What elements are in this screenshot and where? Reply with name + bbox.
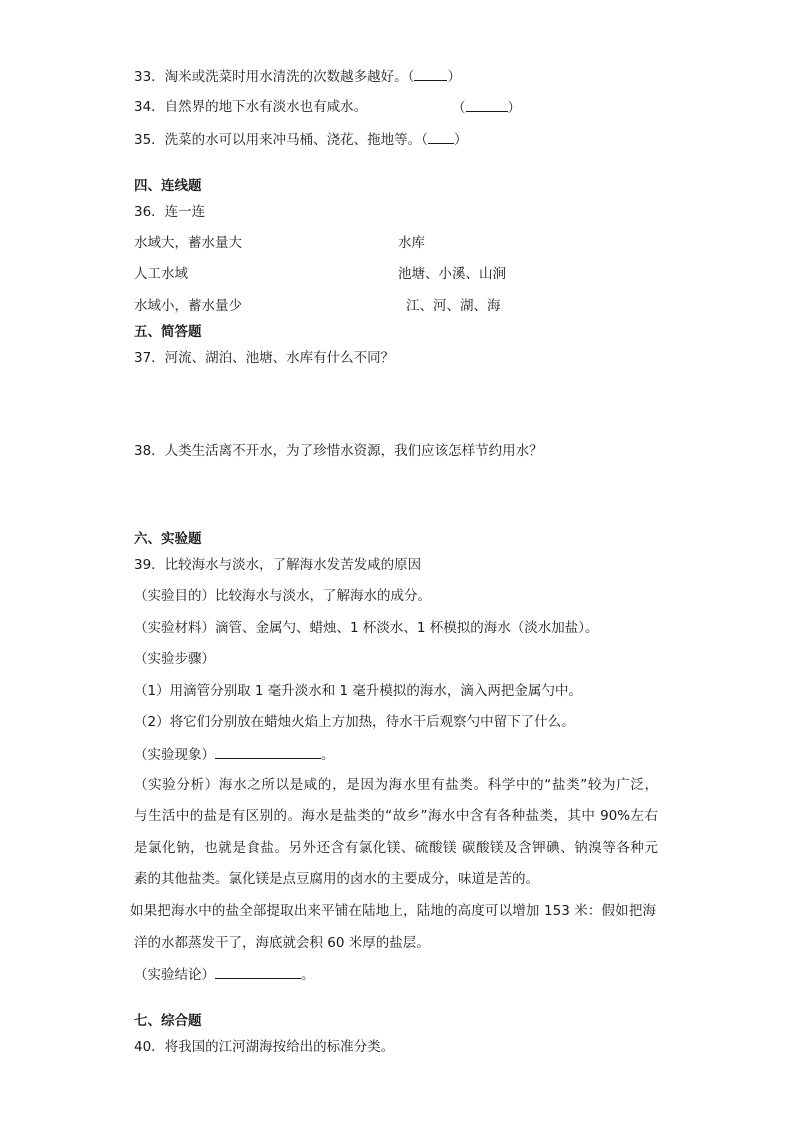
section-5-heading: 五、简答题: [134, 324, 202, 340]
question-33-text: 33．淘米或洗菜时用水清洗的次数越多越好。（: [134, 69, 415, 85]
question-39-title: 39．比较海水与淡水，了解海水发苦发咸的原因: [134, 557, 422, 573]
question-34-open: （: [452, 100, 466, 116]
question-34: [134, 98, 367, 116]
experiment-step-1: （1）用滴管分别取 1 毫升淡水和 1 毫升模拟的海水，滴入两把金属勺中。: [134, 683, 582, 699]
section-4-heading: 四、连线题: [134, 178, 202, 194]
question-38: 38．人类生活离不开水，为了珍惜水资源，我们应该怎样节约用水？: [134, 443, 543, 459]
matching-right-3[interactable]: 江、河、湖、海: [406, 298, 501, 314]
conclusion-answer-blank[interactable]: [215, 965, 301, 979]
experiment-steps-label: （实验步骤）: [134, 651, 215, 667]
question-37: 37．河流、湖泊、池塘、水库有什么不同？: [134, 350, 395, 366]
experiment-step-2: （2）将它们分别放在蜡烛火焰上方加热，待水干后观察勺中留下了什么。: [134, 714, 575, 730]
phenomenon-answer-blank[interactable]: [215, 745, 321, 759]
question-34-text: 34．自然界的地下水有淡水也有咸水。: [134, 99, 368, 115]
matching-left-1[interactable]: 水域大，蓄水量大: [134, 235, 242, 251]
question-35-text: 35．洗菜的水可以用来冲马桶、浇花、拖地等。（: [134, 132, 428, 148]
question-33-close: ）: [447, 69, 461, 85]
analysis-line-4: 素的其他盐类。氯化镁是点豆腐用的卤水的主要成分，味道是苦的。: [134, 871, 539, 887]
question-40: 40．将我国的江河湖海按给出的标准分类。: [134, 1039, 395, 1055]
section-7-heading: 七、综合题: [134, 1013, 202, 1029]
question-36-prompt: 36．连一连: [134, 204, 206, 220]
experiment-phenomenon: [134, 745, 335, 764]
question-33: [134, 67, 461, 86]
matching-left-3[interactable]: 水域小，蓄水量少: [134, 298, 242, 314]
question-35-close: ）: [453, 132, 468, 148]
answer-blank-33[interactable]: [414, 67, 447, 81]
question-34-answer: [452, 98, 521, 117]
matching-right-1[interactable]: 水库: [398, 235, 425, 251]
phenomenon-label: （实验现象）: [134, 747, 215, 763]
experiment-materials: （实验材料）滴管、金属勺、蜡烛、1 杯淡水、1 杯模拟的海水（淡水加盐）。: [134, 620, 599, 636]
analysis-line-1: （实验分析）海水之所以是咸的，是因为海水里有盐类。科学中的“盐类”较为广泛，: [134, 777, 658, 793]
analysis-line-2: 与生活中的盐是有区别的。海水是盐类的“故乡”海水中含有各种盐类，其中 90%左右: [134, 808, 658, 824]
answer-blank-34[interactable]: [466, 98, 508, 112]
analysis-line-5: 如果把海水中的盐全部提取出来平铺在陆地上，陆地的高度可以增加 153 米：假如把海: [130, 903, 656, 919]
experiment-conclusion: [134, 965, 315, 984]
experiment-purpose: （实验目的）比较海水与淡水，了解海水的成分。: [134, 588, 431, 604]
analysis-line-3: 是氯化钠，也就是食盐。另外还含有氯化镁、硫酸镁 碳酸镁及含钾碘、钠溴等各种元: [134, 840, 658, 856]
matching-left-2[interactable]: 人工水域: [134, 266, 188, 282]
section-6-heading: 六、实验题: [134, 531, 202, 547]
matching-right-2[interactable]: 池塘、小溪、山涧: [398, 266, 506, 282]
conclusion-label: （实验结论）: [134, 967, 215, 983]
analysis-line-6: 洋的水都蒸发干了，海底就会积 60 米厚的盐层。: [134, 935, 430, 951]
question-34-close: ）: [507, 100, 521, 116]
question-35: [134, 130, 467, 149]
answer-blank-35[interactable]: [428, 130, 454, 144]
conclusion-end: 。: [301, 967, 315, 983]
phenomenon-end: 。: [321, 747, 335, 763]
